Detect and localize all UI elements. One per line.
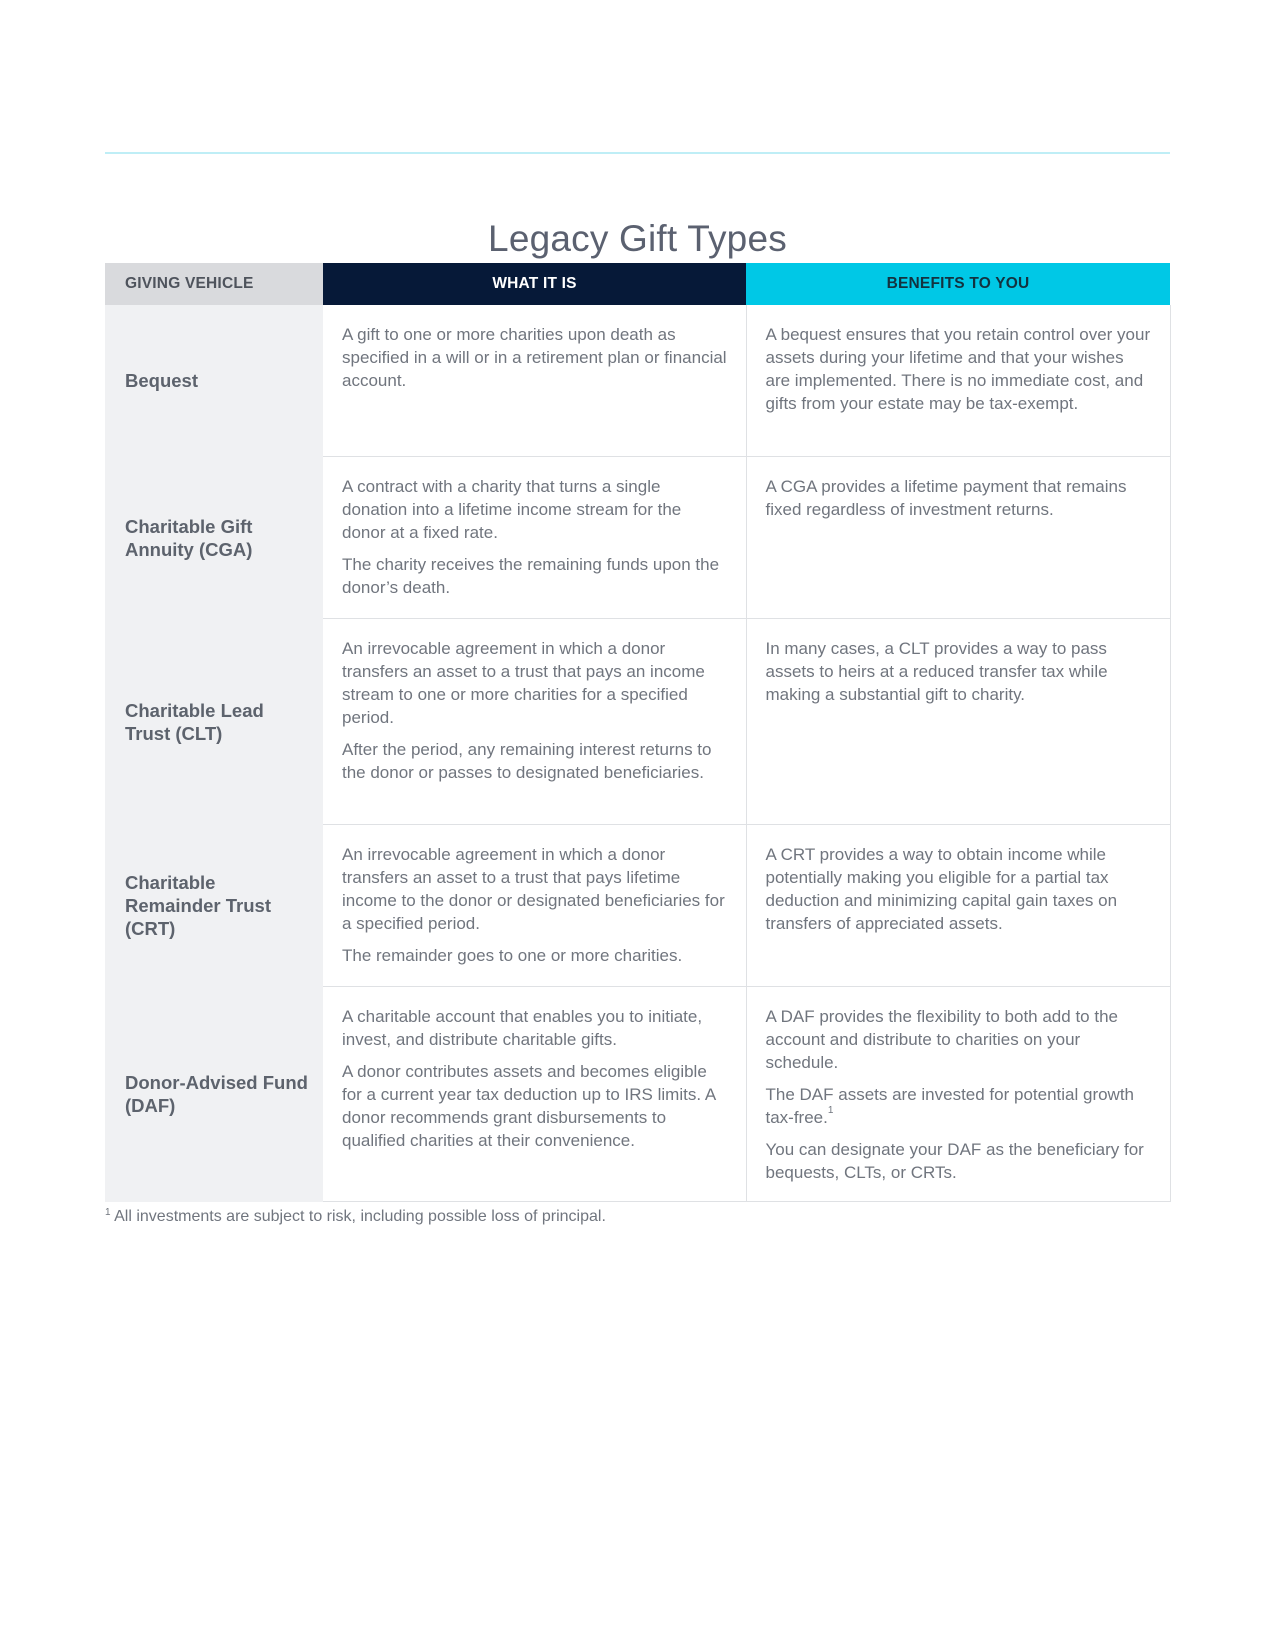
header-giving-vehicle: GIVING VEHICLE (105, 263, 323, 305)
table-row (105, 619, 1170, 825)
table-row (105, 825, 1170, 987)
what-it-is-cell (323, 825, 746, 987)
description-paragraph: An irrevocable agreement in which a donor transfers an asset to a trust that pays lifetime income to the donor or designated beneficiaries for a specified period. (342, 845, 725, 933)
benefit-paragraph: A CGA provides a lifetime payment that remains fixed regardless of investment returns. (765, 477, 1127, 519)
legacy-gift-table (105, 263, 1171, 1202)
what-it-is-cell (323, 987, 746, 1202)
vehicle-name: Bequest (105, 305, 323, 457)
table-row (105, 457, 1170, 619)
benefit-text: The DAF assets are invested for potential growth tax-free. (765, 1085, 1135, 1127)
benefits-cell (746, 825, 1170, 987)
page-title: Legacy Gift Types (488, 217, 787, 259)
what-it-is-cell (323, 619, 746, 825)
benefit-paragraph: A DAF provides the flexibility to both add to the account and distribute to charities on your schedule. (765, 1007, 1118, 1072)
what-it-is-cell (323, 457, 746, 619)
description-paragraph: A donor contributes assets and becomes eligible for a current year tax deduction up to IRS limits. A donor recommends grant disbursements to qualified charities at their convenience. (342, 1062, 716, 1150)
description-paragraph: After the period, any remaining interest returns to the donor or passes to designated beneficiaries. (342, 740, 712, 782)
benefit-paragraph: A CRT provides a way to obtain income while potentially making you eligible for a partial tax deduction and minimizing capital gain taxes on transfers of appreciated assets. (765, 845, 1118, 933)
footnote-text: All investments are subject to risk, including possible loss of principal. (114, 1208, 606, 1225)
benefits-cell (746, 457, 1170, 619)
header-what-it-is: WHAT IT IS (323, 263, 746, 305)
description-paragraph: The charity receives the remaining funds upon the donor’s death. (342, 555, 720, 597)
footnote (105, 1208, 606, 1226)
table-row (105, 305, 1170, 457)
benefit-paragraph: A bequest ensures that you retain control over your assets during your lifetime and that your wishes are implemented. There is no immediate cost, and gifts from your estate may be tax-exempt. (765, 325, 1151, 413)
benefits-cell (746, 305, 1170, 457)
footnote-marker: 1 (827, 1105, 834, 1116)
what-it-is-cell (323, 305, 746, 457)
vehicle-name: Donor-Advised Fund (DAF) (105, 987, 323, 1202)
benefits-cell (746, 619, 1170, 825)
description-paragraph: A contract with a charity that turns a single donation into a lifetime income stream for the donor at a fixed rate. (342, 477, 682, 542)
benefits-cell (746, 987, 1170, 1202)
benefit-paragraph: In many cases, a CLT provides a way to pass assets to heirs at a reduced transfer tax while making a substantial gift to charity. (765, 639, 1108, 704)
footnote-marker: 1 (105, 1207, 111, 1218)
description-paragraph: An irrevocable agreement in which a donor transfers an asset to a trust that pays an income stream to one or more charities for a specified period. (342, 639, 705, 727)
benefit-paragraph: You can designate your DAF as the beneficiary for bequests, CLTs, or CRTs. (765, 1140, 1144, 1182)
vehicle-name: Charitable Gift Annuity (CGA) (105, 457, 323, 619)
description-paragraph: The remainder goes to one or more charities. (342, 946, 683, 965)
description-paragraph: A gift to one or more charities upon death as specified in a will or in a retirement plan or financial account. (342, 325, 727, 390)
header-benefits-to-you: BENEFITS TO YOU (746, 263, 1170, 305)
vehicle-name: Charitable Remainder Trust (CRT) (105, 825, 323, 987)
benefit-paragraph (766, 1083, 1152, 1129)
vehicle-name: Charitable Lead Trust (CLT) (105, 619, 323, 825)
top-rule (105, 152, 1170, 154)
table-row (105, 987, 1170, 1202)
description-paragraph: A charitable account that enables you to initiate, invest, and distribute charitable gifts. (342, 1007, 703, 1049)
table-header-row (105, 263, 1170, 305)
